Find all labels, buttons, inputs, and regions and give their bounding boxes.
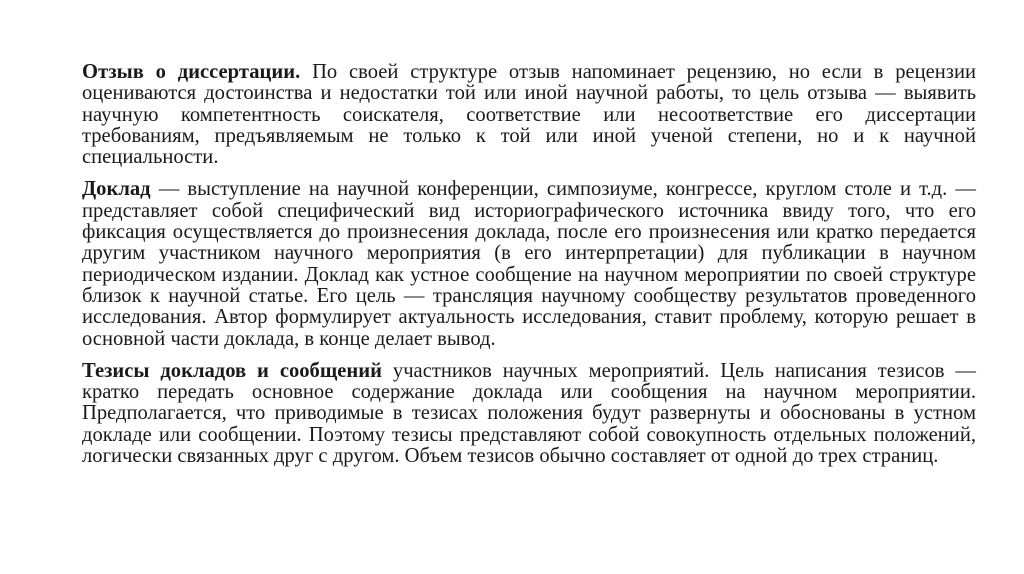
paragraph-review-text: По своей структуре отзыв напоминает рецензию, но если в рецензии оцениваются достоинства и недостатки той или иной научной работы, то цель отзыва — выявить научную компетентность соискателя, соответствие или несоответствие его диссертации требованиям, предъявляемым не только к той или иной ученой степени, но и к научной специальности. [82, 61, 976, 169]
paragraph-theses-text: участников научных мероприятий. Цель написания тезисов — кратко передать основное содержание доклада или сообщения на научном мероприятии. Предполагается, что приводимые в тезисах положения будут развернуты и обоснованы в устном докладе или сообщении. Поэтому тезисы представляют собой совокупность отдельных положений, логически связанных друг с другом. Объем тезисов обычно составляет от одной до трех страниц. [82, 359, 977, 468]
paragraph-report-text: — выступление на научной конференции, симпозиуме, конгрессе, круглом столе и т.д. — представляет собой специфический вид историографического источника ввиду того, что его фиксация осуществляется до произнесения доклада, после его произнесения или кратко передается другим участником научного мероприятия (в его интерпретации) для публикации в научном периодическом издании. Доклад как устное сообщение на научном мероприятии по своей структуре близок к научной статье. Его цель — трансляция научному сообществу результатов проведенного исследования. Автор формулирует актуальность исследования, ставит проблему, которую решает в основной части доклада, в конце делает вывод. [82, 178, 976, 350]
paragraph-report [82, 179, 976, 349]
term-review: Отзыв о диссертации. [82, 61, 301, 83]
paragraph-theses [82, 361, 976, 467]
slide-content [82, 62, 976, 478]
term-report: Доклад [82, 178, 151, 201]
term-theses: Тезисы докладов и сообщений [82, 359, 382, 382]
paragraph-review [82, 62, 976, 168]
